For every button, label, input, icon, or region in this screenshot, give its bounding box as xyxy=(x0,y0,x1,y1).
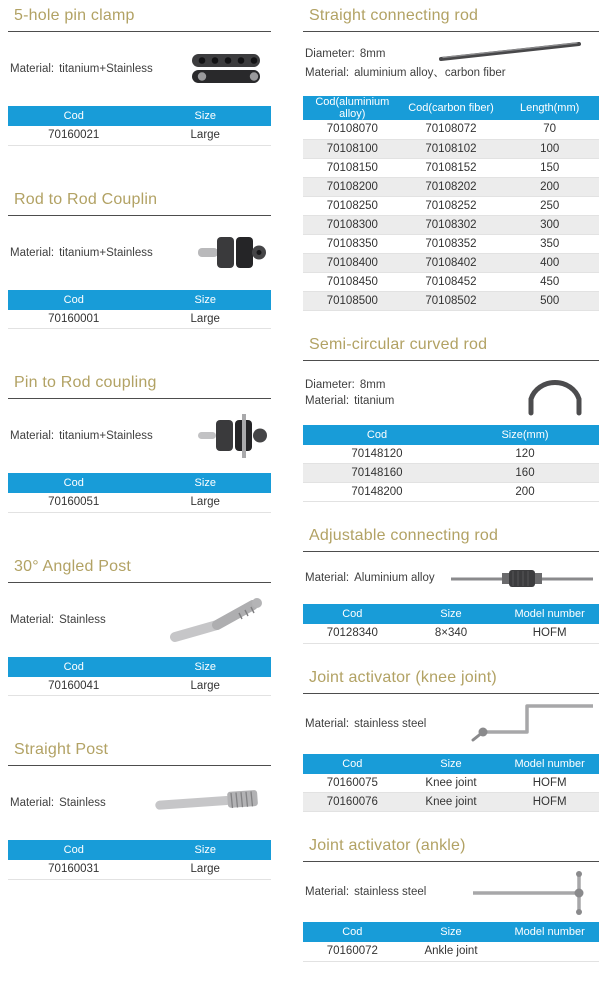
cell-size: Large xyxy=(140,860,272,879)
spec-material xyxy=(305,886,465,898)
table-row xyxy=(303,234,599,253)
cell-size: 8×340 xyxy=(402,624,501,643)
section-straight-connecting-rod xyxy=(303,4,599,311)
spec-label: Material: xyxy=(305,717,350,730)
spec-value: titanium xyxy=(354,394,395,407)
straight-post-image xyxy=(149,781,269,825)
product-table xyxy=(303,604,599,644)
col-header-size: Size xyxy=(402,754,501,774)
cell-cod-aluminium: 70108250 xyxy=(303,196,402,215)
col-header-cod: Cod xyxy=(303,922,402,942)
col-header-size: Size xyxy=(140,290,272,310)
section-title: Straight connecting rod xyxy=(309,7,479,24)
semi-circular-curved-rod-image xyxy=(511,367,597,419)
section-semi-circular-curved-rod xyxy=(303,333,599,503)
spec-material xyxy=(305,395,511,407)
table-row xyxy=(303,942,599,961)
spec-label: Material: xyxy=(10,613,55,626)
cell-cod: 70160001 xyxy=(8,310,140,329)
section-adjustable-connecting-rod xyxy=(303,524,599,644)
col-header-size: Size xyxy=(140,840,272,860)
cell-cod: 70160051 xyxy=(8,493,140,512)
col-header-cod: Cod xyxy=(303,754,402,774)
spec-material xyxy=(10,430,195,442)
product-table xyxy=(303,922,599,962)
table-row xyxy=(303,158,599,177)
spec-value: aluminium alloy、carbon fiber xyxy=(354,67,506,79)
table-row xyxy=(303,445,599,464)
cell-cod-aluminium: 70108150 xyxy=(303,158,402,177)
cell-cod-carbon: 70108102 xyxy=(402,139,501,158)
section-pin-to-rod-coupling xyxy=(8,371,271,513)
table-row xyxy=(303,464,599,483)
cell-cod-carbon: 70108452 xyxy=(402,272,501,291)
spec-value: Stainless xyxy=(59,797,106,809)
table-row xyxy=(8,310,271,329)
spec-value: 8mm xyxy=(359,378,386,391)
product-table xyxy=(303,425,599,503)
table-row xyxy=(303,120,599,139)
joint-activator-knee-icon xyxy=(465,698,597,750)
cell-cod-aluminium: 70108400 xyxy=(303,253,402,272)
angled-post-icon xyxy=(165,593,269,647)
cell-cod: 70160031 xyxy=(8,860,140,879)
col-header-cod: Cod xyxy=(8,473,140,493)
table-row xyxy=(303,139,599,158)
right-column xyxy=(303,4,599,984)
rod-to-rod-coupling-icon xyxy=(195,229,269,277)
cell-cod-aluminium: 70108300 xyxy=(303,215,402,234)
five-hole-pin-clamp-icon xyxy=(185,43,269,95)
cell-length: 350 xyxy=(500,234,599,253)
spec-value: titanium+Stainless xyxy=(59,430,153,442)
col-header-size: Size(mm) xyxy=(451,425,599,445)
spec-label: Diameter: xyxy=(305,48,355,60)
col-header-cod: Cod xyxy=(8,840,140,860)
spec-label: Material: xyxy=(10,797,55,809)
cell-size: 200 xyxy=(451,483,599,502)
straight-post-icon xyxy=(149,781,269,825)
table-row xyxy=(303,291,599,310)
cell-cod-aluminium: 70108100 xyxy=(303,139,402,158)
spec-value: 8mm xyxy=(359,48,386,60)
cell-cod: 70148160 xyxy=(303,464,451,483)
cell-cod: 70160075 xyxy=(303,774,402,793)
section-title: Pin to Rod coupling xyxy=(14,374,157,391)
col-header-size: Size xyxy=(140,473,272,493)
spec-material xyxy=(305,572,447,584)
spec-label: Material: xyxy=(10,246,55,259)
cell-cod-aluminium: 70108070 xyxy=(303,120,402,139)
col-header-size: Size xyxy=(140,106,272,126)
product-table xyxy=(8,840,271,880)
spec-value: titanium+Stainless xyxy=(59,63,153,75)
cell-size: Ankle joint xyxy=(402,942,501,961)
spec-material xyxy=(10,797,149,809)
joint-activator-ankle-icon xyxy=(465,866,597,918)
table-row xyxy=(303,774,599,793)
table-row xyxy=(303,272,599,291)
cell-size: Large xyxy=(140,493,272,512)
cell-cod: 70160041 xyxy=(8,677,140,696)
col-header-length: Length(mm) xyxy=(500,96,599,120)
col-header-model: Model number xyxy=(500,754,599,774)
section-title: 5-hole pin clamp xyxy=(14,7,135,24)
spec-label: Material: xyxy=(305,67,350,79)
cell-length: 100 xyxy=(500,139,599,158)
spec-value: stainless steel xyxy=(354,717,427,730)
section-title: Adjustable connecting rod xyxy=(309,527,499,544)
table-row xyxy=(8,677,271,696)
cell-length: 70 xyxy=(500,120,599,139)
spec-label: Diameter: xyxy=(305,378,355,391)
product-table xyxy=(8,106,271,146)
cell-model: HOFM xyxy=(500,774,599,793)
angled-post-image xyxy=(165,593,269,647)
spec-label: Material: xyxy=(10,63,55,75)
table-row xyxy=(8,126,271,145)
section-joint-activator-ankle xyxy=(303,834,599,962)
cell-length: 450 xyxy=(500,272,599,291)
cell-cod-aluminium: 70108500 xyxy=(303,291,402,310)
cell-model: HOFM xyxy=(500,793,599,812)
spec-label: Material: xyxy=(305,572,350,584)
joint-activator-knee-image xyxy=(465,698,597,750)
cell-cod-carbon: 70108502 xyxy=(402,291,501,310)
adjustable-connecting-rod-icon xyxy=(447,563,597,593)
col-header-cod: Cod xyxy=(8,106,140,126)
section-title: 30° Angled Post xyxy=(14,557,132,575)
spec-value: titanium+Stainless xyxy=(59,246,153,259)
section-title: Straight Post xyxy=(14,741,109,758)
product-table xyxy=(303,96,599,311)
pin-to-rod-coupling-icon xyxy=(195,412,269,460)
spec-diameter xyxy=(305,379,511,391)
cell-cod-carbon: 70108072 xyxy=(402,120,501,139)
cell-cod: 70148120 xyxy=(303,445,451,464)
left-column xyxy=(8,4,271,984)
cell-cod-carbon: 70108352 xyxy=(402,234,501,253)
cell-size: 160 xyxy=(451,464,599,483)
table-row xyxy=(303,624,599,643)
cell-length: 150 xyxy=(500,158,599,177)
product-table xyxy=(8,657,271,697)
section-title: Rod to Rod Couplin xyxy=(14,190,158,208)
cell-cod: 70148200 xyxy=(303,483,451,502)
cell-size: 120 xyxy=(451,445,599,464)
section-title: Semi-circular curved rod xyxy=(309,335,488,353)
section-straight-post xyxy=(8,738,271,880)
col-header-cod: Cod xyxy=(8,657,140,677)
spec-material xyxy=(10,247,195,259)
col-header-model: Model number xyxy=(500,604,599,624)
spec-material xyxy=(10,614,165,626)
cell-cod-carbon: 70108252 xyxy=(402,196,501,215)
cell-length: 500 xyxy=(500,291,599,310)
cell-size: Large xyxy=(140,310,272,329)
cell-cod: 70160072 xyxy=(303,942,402,961)
table-row xyxy=(8,860,271,879)
semi-circular-curved-rod-icon xyxy=(511,367,597,419)
cell-cod-aluminium: 70108450 xyxy=(303,272,402,291)
col-header-cod: Cod xyxy=(303,604,402,624)
cell-cod-aluminium: 70108350 xyxy=(303,234,402,253)
cell-model: HOFM xyxy=(500,624,599,643)
cell-length: 200 xyxy=(500,177,599,196)
straight-connecting-rod-image xyxy=(435,37,585,65)
cell-length: 400 xyxy=(500,253,599,272)
cell-cod: 70160076 xyxy=(303,793,402,812)
spec-value: stainless steel xyxy=(354,886,427,898)
cell-size: Knee joint xyxy=(402,793,501,812)
adjustable-connecting-rod-image xyxy=(447,563,597,593)
cell-size: Large xyxy=(140,126,272,145)
table-row xyxy=(303,215,599,234)
section-title: Joint activator (ankle) xyxy=(309,837,466,854)
product-table xyxy=(8,473,271,513)
straight-connecting-rod-icon xyxy=(435,37,585,65)
spec-value: Aluminium alloy xyxy=(354,572,435,584)
pin-to-rod-coupling-image xyxy=(195,412,269,460)
cell-model xyxy=(500,942,599,961)
col-header-cod-carbon: Cod(carbon fiber) xyxy=(402,96,501,120)
col-header-size: Size xyxy=(402,604,501,624)
cell-cod-carbon: 70108202 xyxy=(402,177,501,196)
section-rod-to-rod-coupling xyxy=(8,188,271,330)
col-header-cod-aluminium: Cod(aluminium alloy) xyxy=(303,96,402,120)
spec-label: Material: xyxy=(305,886,350,898)
section-title: Joint activator (knee joint) xyxy=(309,668,497,686)
spec-material xyxy=(10,63,185,75)
spec-material xyxy=(305,64,597,80)
cell-cod-carbon: 70108302 xyxy=(402,215,501,234)
spec-value: Stainless xyxy=(59,613,106,626)
cell-cod: 70128340 xyxy=(303,624,402,643)
spec-label: Material: xyxy=(305,394,350,407)
cell-cod: 70160021 xyxy=(8,126,140,145)
rod-to-rod-coupling-image xyxy=(195,229,269,277)
cell-cod-carbon: 70108152 xyxy=(402,158,501,177)
table-row xyxy=(303,253,599,272)
spec-label: Material: xyxy=(10,430,55,442)
table-row xyxy=(303,793,599,812)
product-table xyxy=(303,754,599,813)
product-table xyxy=(8,290,271,330)
joint-activator-ankle-image xyxy=(465,866,597,918)
cell-length: 300 xyxy=(500,215,599,234)
five-hole-pin-clamp-image xyxy=(185,43,269,95)
table-row xyxy=(303,177,599,196)
col-header-size: Size xyxy=(402,922,501,942)
col-header-model: Model number xyxy=(500,922,599,942)
section-angled-post xyxy=(8,555,271,697)
section-joint-activator-knee xyxy=(303,666,599,813)
table-row xyxy=(303,483,599,502)
col-header-cod: Cod xyxy=(8,290,140,310)
col-header-cod: Cod xyxy=(303,425,451,445)
section-5-hole-pin-clamp xyxy=(8,4,271,146)
cell-length: 250 xyxy=(500,196,599,215)
table-row xyxy=(8,493,271,512)
cell-size: Large xyxy=(140,677,272,696)
table-row xyxy=(303,196,599,215)
col-header-size: Size xyxy=(140,657,272,677)
cell-cod-carbon: 70108402 xyxy=(402,253,501,272)
spec-material xyxy=(305,718,465,730)
cell-size: Knee joint xyxy=(402,774,501,793)
cell-cod-aluminium: 70108200 xyxy=(303,177,402,196)
